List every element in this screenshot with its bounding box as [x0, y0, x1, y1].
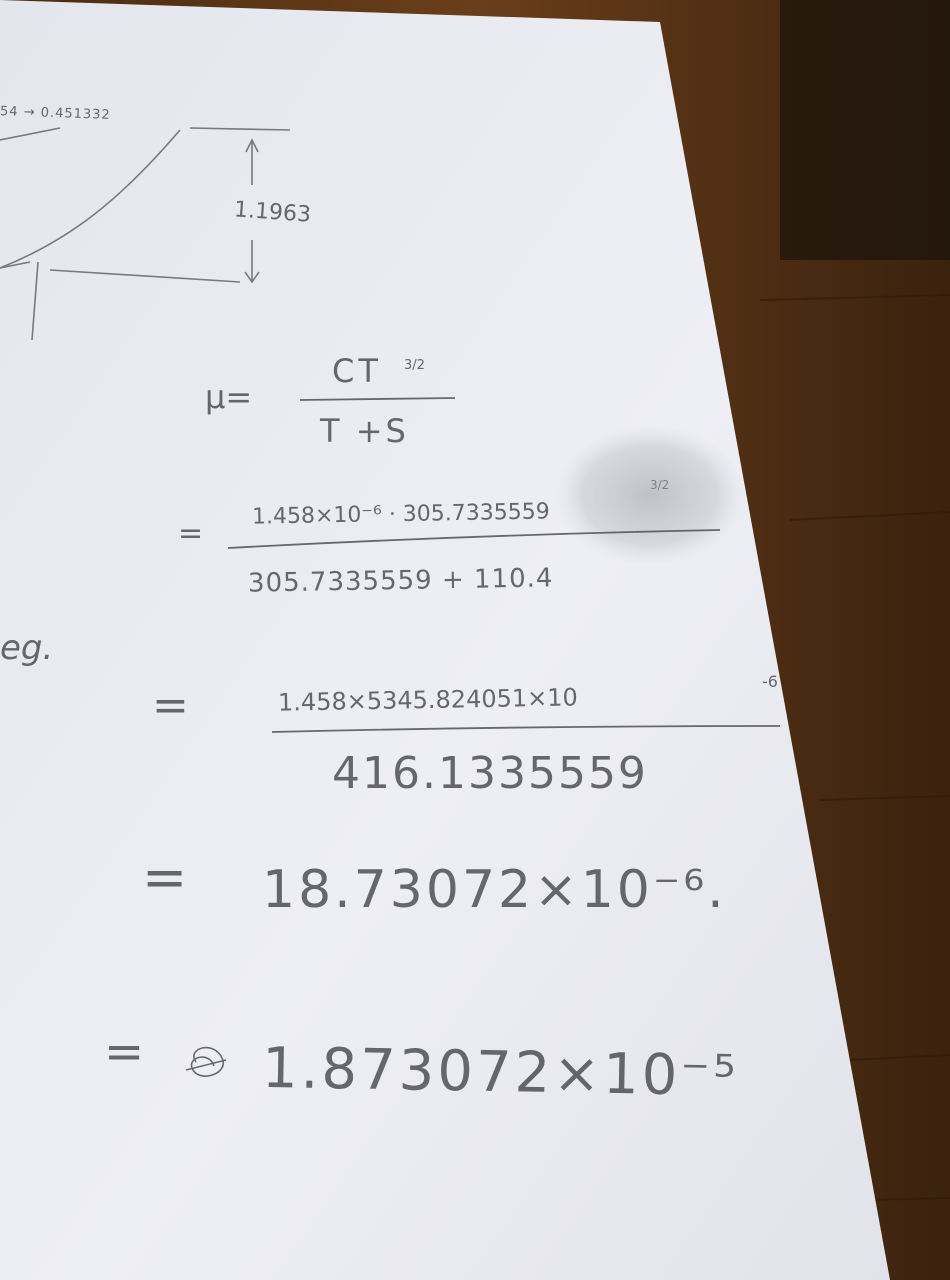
- step2-numerator: 1.458×5345.824051×10: [277, 683, 579, 717]
- step2-denominator: 416.1335559: [332, 748, 648, 799]
- formula-denominator: T +S: [320, 412, 409, 450]
- formula-numerator: CT: [332, 352, 382, 390]
- step2-exponent: -6: [762, 672, 778, 691]
- dimension-label-height: 1.1963: [233, 197, 312, 228]
- dimension-label-top: 54 → 0.451332: [0, 104, 111, 123]
- step4-value: 1.873072×10⁻⁵: [261, 1035, 739, 1110]
- margin-note: eg.: [0, 628, 54, 668]
- formula-exponent: 3/2: [404, 358, 425, 373]
- table-dark-corner: [780, 0, 950, 260]
- step1-equals: =: [178, 516, 204, 551]
- step1-denominator: 305.7335559 + 110.4: [247, 563, 554, 599]
- step3-value: 18.73072×10⁻⁶.: [262, 860, 727, 920]
- step3-equals: =: [142, 846, 188, 909]
- step4-equals: =: [104, 1024, 145, 1080]
- formula-lhs: μ=: [205, 378, 253, 416]
- step1-exponent: 3/2: [650, 478, 670, 492]
- water-stain: [555, 425, 745, 565]
- step2-equals: =: [152, 680, 189, 731]
- step1-numerator: 1.458×10⁻⁶ · 305.7335559: [251, 499, 550, 530]
